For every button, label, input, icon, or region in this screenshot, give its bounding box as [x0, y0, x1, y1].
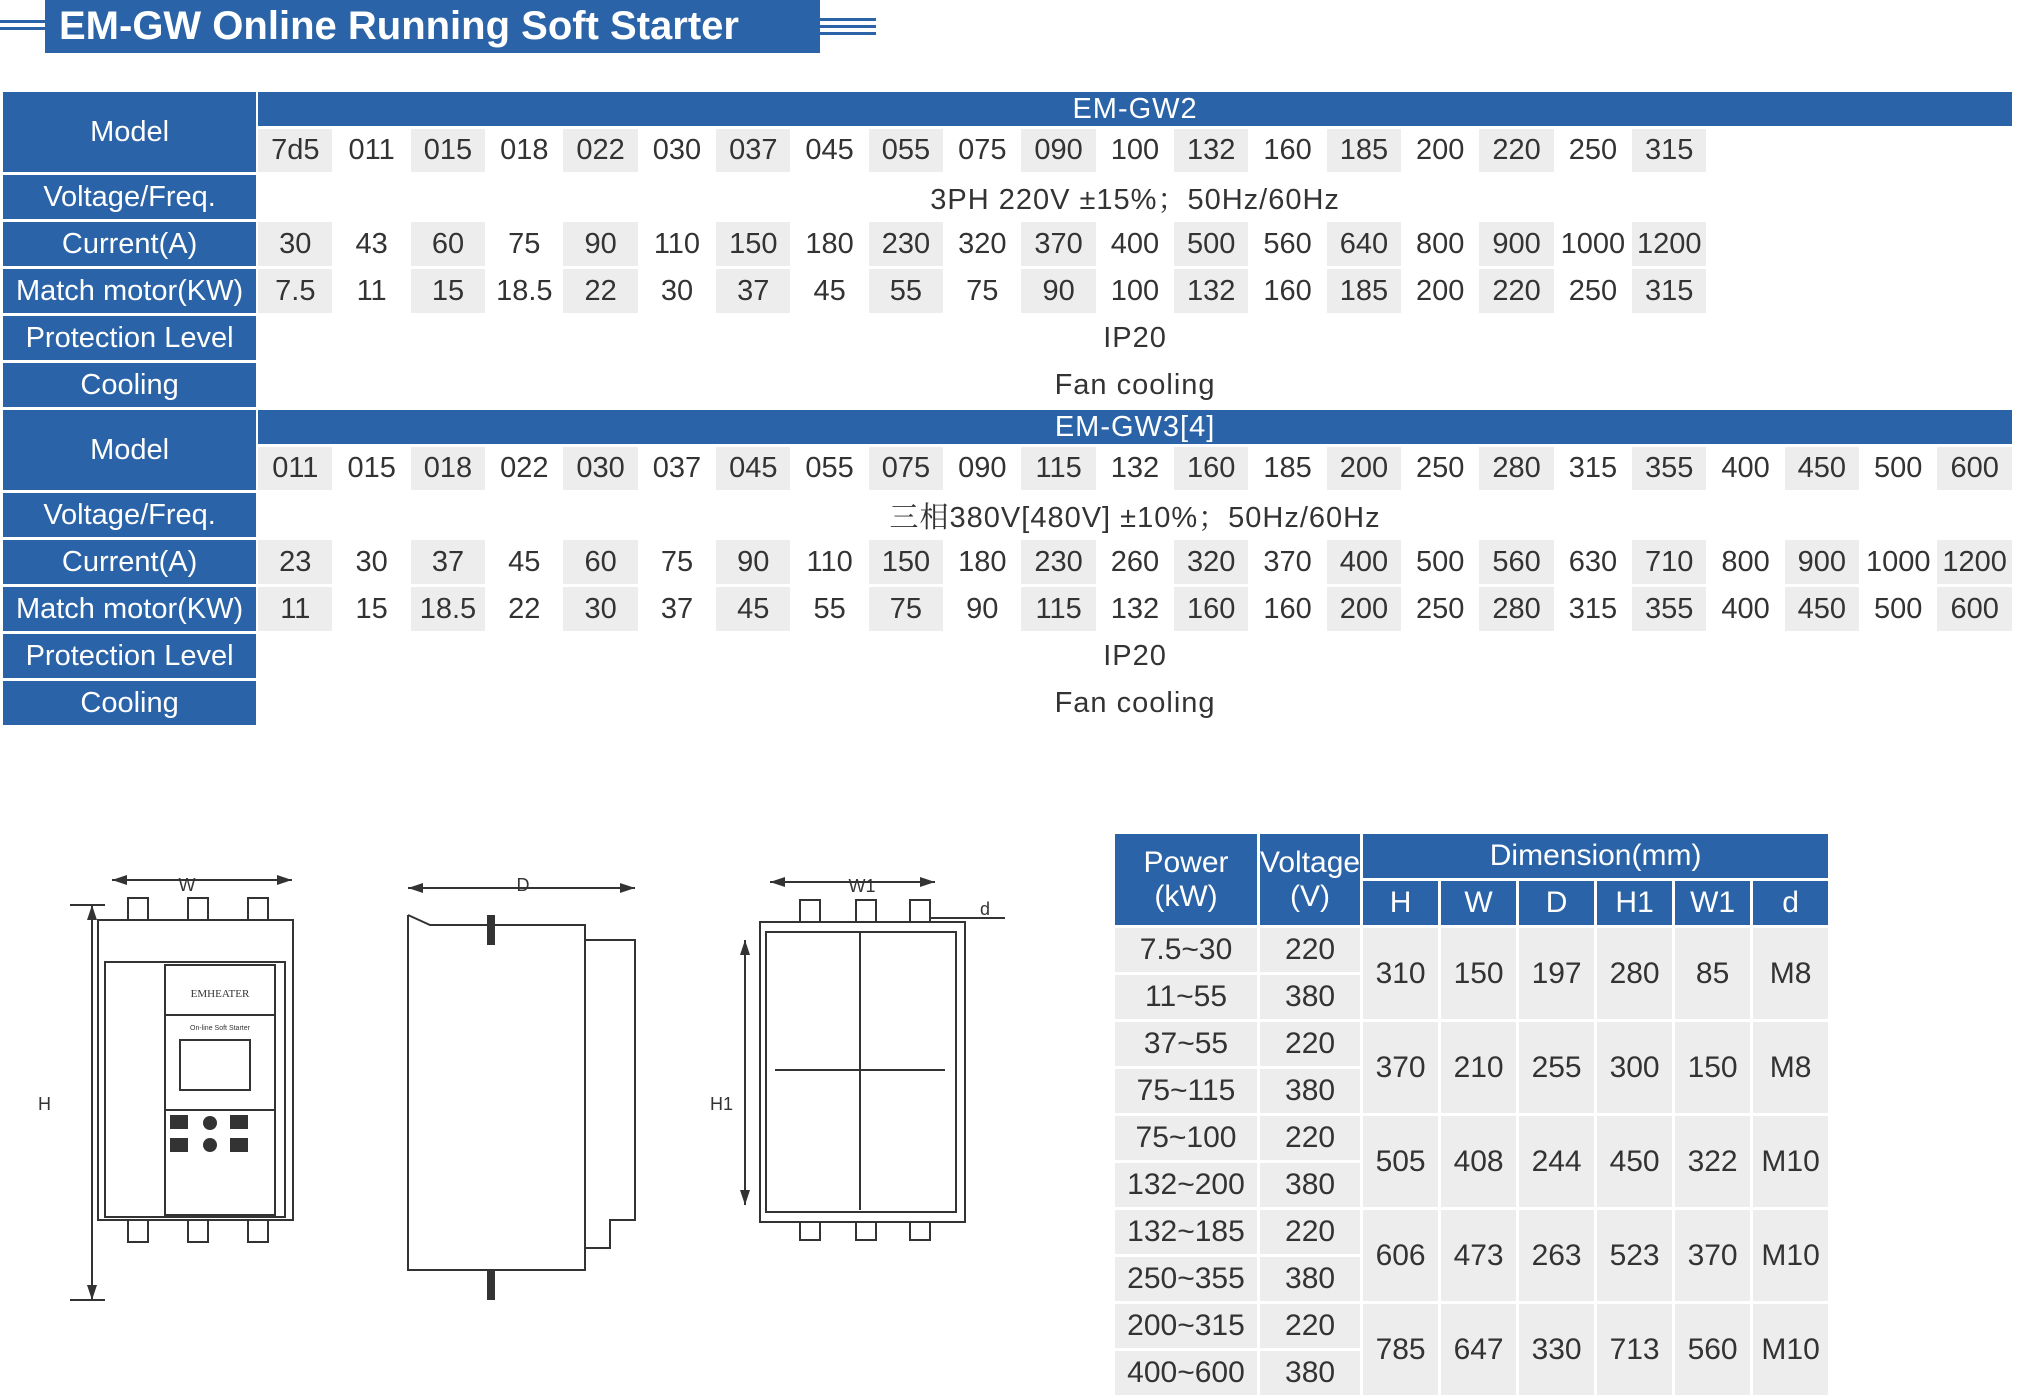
label-d: D	[516, 875, 530, 895]
table-row	[1115, 1304, 1831, 1351]
current-cell: 90	[716, 540, 792, 587]
model-code-cell: 037	[716, 129, 792, 175]
label-h1: H1	[710, 1094, 734, 1114]
motor-cell: 37	[716, 269, 792, 316]
page-title: EM-GW Online Running Soft Starter	[45, 0, 820, 53]
empty-cell	[1937, 269, 2014, 316]
empty-cell	[1785, 222, 1861, 269]
motor-cell: 100	[1098, 269, 1174, 316]
model-code-cell: 011	[334, 129, 410, 175]
empty-cell	[1708, 222, 1784, 269]
model-code-cell: 055	[792, 447, 868, 493]
current-cell: 900	[1479, 222, 1555, 269]
model-code-cell: 450	[1785, 447, 1861, 493]
motor-cell: 160	[1250, 587, 1326, 634]
motor-cell: 11	[334, 269, 410, 316]
row-label-current: Current(A)	[3, 540, 258, 587]
motor-cell: 75	[869, 587, 945, 634]
dimension-table	[1115, 834, 1831, 1398]
current-cell: 320	[1174, 540, 1250, 587]
motor-cell: 55	[869, 269, 945, 316]
dim-column-header: W1	[1675, 881, 1753, 928]
voltage-header	[1260, 834, 1363, 928]
current-cell: 1200	[1632, 222, 1708, 269]
model-code-cell: 075	[869, 447, 945, 493]
power-cell: 132~185	[1115, 1210, 1260, 1257]
current-cell: 180	[945, 540, 1021, 587]
model-code-cell: 200	[1327, 447, 1403, 493]
motor-cell: 55	[792, 587, 868, 634]
cooling-value: Fan cooling	[258, 681, 2014, 728]
arrow-icon	[740, 940, 750, 955]
dim-column-header: H	[1363, 881, 1441, 928]
model-code-cell: 280	[1479, 447, 1555, 493]
model-code-cell: 400	[1708, 447, 1784, 493]
dimension-cell: 300	[1597, 1022, 1675, 1116]
row-label-voltage: Voltage/Freq.	[3, 493, 258, 540]
motor-cell: 45	[792, 269, 868, 316]
model-code-cell: 075	[945, 129, 1021, 175]
arrow-icon	[920, 877, 935, 887]
motor-cell: 200	[1403, 269, 1479, 316]
power-cell: 250~355	[1115, 1257, 1260, 1304]
motor-cell: 115	[1021, 587, 1097, 634]
motor-cell: 7.5	[258, 269, 334, 316]
model-code-cell: 022	[487, 447, 563, 493]
motor-cell: 315	[1632, 269, 1708, 316]
model-code-cell: 355	[1632, 447, 1708, 493]
motor-cell: 90	[945, 587, 1021, 634]
empty-cell	[1861, 269, 1937, 316]
motor-cell: 250	[1403, 587, 1479, 634]
motor-cell: 400	[1708, 587, 1784, 634]
arrow-icon	[740, 1190, 750, 1205]
voltage-value: 三相380V[480V] ±10%；50Hz/60Hz	[258, 493, 2014, 540]
dimension-cell: 322	[1675, 1116, 1753, 1210]
motor-cell: 160	[1174, 587, 1250, 634]
row-label-protection: Protection Level	[3, 316, 258, 363]
title-banner	[0, 0, 880, 58]
model-code-cell: 315	[1556, 447, 1632, 493]
dimension-cell: 408	[1441, 1116, 1519, 1210]
model-code-cell: 015	[334, 447, 410, 493]
current-cell: 710	[1632, 540, 1708, 587]
current-cell: 110	[792, 540, 868, 587]
voltage-value: 3PH 220V ±15%；50Hz/60Hz	[258, 175, 2014, 222]
dimension-cell: 785	[1363, 1304, 1441, 1398]
model-code-cell: 018	[487, 129, 563, 175]
voltage-header-line: Voltage	[1260, 845, 1361, 879]
label-h: H	[38, 1094, 51, 1114]
model-code-cell: 100	[1098, 129, 1174, 175]
voltage-cell: 220	[1260, 1116, 1363, 1163]
row-label-model: Model	[3, 410, 258, 493]
side-view-drawing	[408, 883, 635, 1270]
series-header: EM-GW3[4]	[258, 410, 2014, 447]
motor-cell: 220	[1479, 269, 1555, 316]
dimension-cell: 473	[1441, 1210, 1519, 1304]
dimension-cell: 263	[1519, 1210, 1597, 1304]
current-cell: 400	[1327, 540, 1403, 587]
brand-logo: EMHEATER	[190, 988, 250, 1000]
dimension-cell: M8	[1753, 1022, 1831, 1116]
current-cell: 1200	[1937, 540, 2014, 587]
current-cell: 75	[640, 540, 716, 587]
motor-cell: 22	[487, 587, 563, 634]
power-cell: 7.5~30	[1115, 928, 1260, 975]
model-code-cell: 015	[411, 129, 487, 175]
voltage-cell: 220	[1260, 1304, 1363, 1351]
arrow-icon	[277, 875, 292, 885]
voltage-header-line: (V)	[1290, 879, 1331, 913]
dimension-cell: 310	[1363, 928, 1441, 1022]
dimension-cell: 255	[1519, 1022, 1597, 1116]
table-row	[1115, 1022, 1831, 1069]
model-code-cell: 090	[945, 447, 1021, 493]
row-label-cooling: Cooling	[3, 363, 258, 410]
table-row	[1115, 1210, 1831, 1257]
model-code-cell: 250	[1556, 129, 1632, 175]
current-cell: 640	[1327, 222, 1403, 269]
title-deco-line	[0, 27, 45, 30]
motor-cell: 132	[1098, 587, 1174, 634]
power-cell: 132~200	[1115, 1163, 1260, 1210]
table-row	[1115, 1116, 1831, 1163]
model-code-cell: 132	[1098, 447, 1174, 493]
voltage-cell: 220	[1260, 1022, 1363, 1069]
current-cell: 1000	[1861, 540, 1937, 587]
current-cell: 630	[1556, 540, 1632, 587]
power-header-line: Power	[1143, 845, 1229, 879]
row-label-voltage: Voltage/Freq.	[3, 175, 258, 222]
current-cell: 75	[487, 222, 563, 269]
current-cell: 43	[334, 222, 410, 269]
motor-cell: 18.5	[411, 587, 487, 634]
key-down-icon	[203, 1138, 217, 1152]
current-cell: 560	[1250, 222, 1326, 269]
dim-column-header: D	[1519, 881, 1597, 928]
motor-cell: 37	[640, 587, 716, 634]
arrow-icon	[620, 883, 635, 893]
current-cell: 150	[869, 540, 945, 587]
model-code-cell: 600	[1937, 447, 2014, 493]
dimension-cell: 713	[1597, 1304, 1675, 1398]
current-cell: 1000	[1556, 222, 1632, 269]
model-code-cell: 500	[1861, 447, 1937, 493]
dimension-cell: 244	[1519, 1116, 1597, 1210]
key-run-icon	[230, 1115, 248, 1129]
dim-column-header: d	[1753, 881, 1831, 928]
title-deco-line	[820, 25, 876, 28]
dimension-cell: M10	[1753, 1304, 1831, 1398]
motor-cell: 250	[1556, 269, 1632, 316]
motor-cell: 15	[334, 587, 410, 634]
power-cell: 200~315	[1115, 1304, 1260, 1351]
side-bracket-icon	[487, 1270, 495, 1300]
spec-table	[3, 92, 2014, 728]
panel-caption: On-line Soft Starter	[190, 1025, 250, 1032]
series-header: EM-GW2	[258, 92, 2014, 129]
side-bracket-icon	[487, 915, 495, 945]
motor-cell: 600	[1937, 587, 2014, 634]
motor-cell: 355	[1632, 587, 1708, 634]
model-code-cell: 160	[1250, 129, 1326, 175]
motor-cell: 132	[1174, 269, 1250, 316]
row-label-model: Model	[3, 92, 258, 175]
outline-drawings	[30, 870, 1010, 1310]
row-label-current: Current(A)	[3, 222, 258, 269]
voltage-cell: 220	[1260, 928, 1363, 975]
power-cell: 37~55	[1115, 1022, 1260, 1069]
current-cell: 37	[411, 540, 487, 587]
voltage-cell: 380	[1260, 1163, 1363, 1210]
current-cell: 230	[1021, 540, 1097, 587]
front-view-drawing	[70, 880, 293, 1300]
protection-value: IP20	[258, 634, 2014, 681]
motor-cell: 11	[258, 587, 334, 634]
arrow-icon	[87, 905, 97, 920]
key-set-icon	[170, 1138, 188, 1152]
dimension-cell: 647	[1441, 1304, 1519, 1398]
motor-cell: 75	[945, 269, 1021, 316]
arrow-icon	[112, 875, 127, 885]
model-code-cell: 045	[792, 129, 868, 175]
dim-column-header: H1	[1597, 881, 1675, 928]
current-cell: 560	[1479, 540, 1555, 587]
model-code-cell: 185	[1250, 447, 1326, 493]
dimension-cell: 150	[1441, 928, 1519, 1022]
dimension-cell: 505	[1363, 1116, 1441, 1210]
row-label-motor: Match motor(KW)	[3, 587, 258, 634]
dimension-cell: 280	[1597, 928, 1675, 1022]
model-code-cell: 037	[640, 447, 716, 493]
motor-cell: 160	[1250, 269, 1326, 316]
current-cell: 400	[1098, 222, 1174, 269]
model-code-cell: 185	[1327, 129, 1403, 175]
motor-cell: 15	[411, 269, 487, 316]
empty-cell	[1785, 129, 1861, 175]
title-deco-line	[820, 32, 876, 35]
current-cell: 800	[1403, 222, 1479, 269]
model-code-cell: 055	[869, 129, 945, 175]
dimension-header: Dimension(mm)	[1363, 834, 1831, 881]
model-code-cell: 030	[563, 447, 639, 493]
voltage-cell: 380	[1260, 975, 1363, 1022]
dimension-cell: 560	[1675, 1304, 1753, 1398]
current-cell: 320	[945, 222, 1021, 269]
key-time-icon	[170, 1115, 188, 1129]
dimension-cell: M8	[1753, 928, 1831, 1022]
model-code-cell: 160	[1174, 447, 1250, 493]
current-cell: 60	[563, 540, 639, 587]
current-cell: 230	[869, 222, 945, 269]
empty-cell	[1861, 222, 1937, 269]
power-header	[1115, 834, 1260, 928]
dimension-cell: 523	[1597, 1210, 1675, 1304]
empty-cell	[1937, 222, 2014, 269]
voltage-cell: 380	[1260, 1351, 1363, 1398]
current-cell: 23	[258, 540, 334, 587]
model-code-cell: 115	[1021, 447, 1097, 493]
model-code-cell: 315	[1632, 129, 1708, 175]
model-code-cell: 220	[1479, 129, 1555, 175]
power-header-line: (kW)	[1154, 879, 1218, 913]
motor-cell: 500	[1861, 587, 1937, 634]
current-cell: 900	[1785, 540, 1861, 587]
model-code-cell: 7d5	[258, 129, 334, 175]
row-label-motor: Match motor(KW)	[3, 269, 258, 316]
dimension-cell: 450	[1597, 1116, 1675, 1210]
current-cell: 30	[258, 222, 334, 269]
dimension-cell: 150	[1675, 1022, 1753, 1116]
motor-cell: 22	[563, 269, 639, 316]
current-cell: 110	[640, 222, 716, 269]
model-code-cell: 045	[716, 447, 792, 493]
dimension-cell: 85	[1675, 928, 1753, 1022]
voltage-cell: 380	[1260, 1069, 1363, 1116]
mounting-view-drawing	[740, 877, 1005, 1240]
arrow-icon	[87, 1285, 97, 1300]
model-code-cell: 030	[640, 129, 716, 175]
empty-cell	[1785, 269, 1861, 316]
title-deco-line	[820, 18, 876, 21]
current-cell: 180	[792, 222, 868, 269]
current-cell: 800	[1708, 540, 1784, 587]
key-up-icon	[203, 1116, 217, 1130]
label-w1: W1	[848, 876, 876, 896]
model-code-cell: 022	[563, 129, 639, 175]
dimension-cell: 370	[1675, 1210, 1753, 1304]
model-code-cell: 018	[411, 447, 487, 493]
arrow-icon	[408, 883, 423, 893]
model-code-cell: 250	[1403, 447, 1479, 493]
current-cell: 45	[487, 540, 563, 587]
power-cell: 400~600	[1115, 1351, 1260, 1398]
power-cell: 75~115	[1115, 1069, 1260, 1116]
cooling-value: Fan cooling	[258, 363, 2014, 410]
motor-cell: 185	[1327, 269, 1403, 316]
voltage-cell: 380	[1260, 1257, 1363, 1304]
title-deco-line	[0, 20, 45, 23]
current-cell: 370	[1021, 222, 1097, 269]
motor-cell: 30	[640, 269, 716, 316]
dimension-cell: 197	[1519, 928, 1597, 1022]
arrow-icon	[770, 877, 785, 887]
row-label-protection: Protection Level	[3, 634, 258, 681]
motor-cell: 450	[1785, 587, 1861, 634]
dimension-cell: 606	[1363, 1210, 1441, 1304]
motor-cell: 315	[1556, 587, 1632, 634]
motor-cell: 18.5	[487, 269, 563, 316]
empty-cell	[1937, 129, 2014, 175]
current-cell: 260	[1098, 540, 1174, 587]
current-cell: 500	[1174, 222, 1250, 269]
empty-cell	[1861, 129, 1937, 175]
dimension-cell: 370	[1363, 1022, 1441, 1116]
dimension-cell: 210	[1441, 1022, 1519, 1116]
dimension-cell: M10	[1753, 1116, 1831, 1210]
label-d-small: d	[980, 899, 991, 919]
motor-cell: 45	[716, 587, 792, 634]
model-code-cell: 132	[1174, 129, 1250, 175]
row-label-cooling: Cooling	[3, 681, 258, 728]
motor-cell: 90	[1021, 269, 1097, 316]
dimension-cell: M10	[1753, 1210, 1831, 1304]
motor-cell: 30	[563, 587, 639, 634]
current-cell: 90	[563, 222, 639, 269]
table-row	[1115, 928, 1831, 975]
model-code-cell: 090	[1021, 129, 1097, 175]
motor-cell: 280	[1479, 587, 1555, 634]
current-cell: 150	[716, 222, 792, 269]
protection-value: IP20	[258, 316, 2014, 363]
current-cell: 30	[334, 540, 410, 587]
current-cell: 500	[1403, 540, 1479, 587]
empty-cell	[1708, 269, 1784, 316]
motor-cell: 200	[1327, 587, 1403, 634]
current-cell: 370	[1250, 540, 1326, 587]
voltage-cell: 220	[1260, 1210, 1363, 1257]
power-cell: 75~100	[1115, 1116, 1260, 1163]
power-cell: 11~55	[1115, 975, 1260, 1022]
model-code-cell: 011	[258, 447, 334, 493]
label-w: W	[178, 875, 196, 895]
current-cell: 60	[411, 222, 487, 269]
key-stop-icon	[230, 1138, 248, 1152]
dimension-cell: 330	[1519, 1304, 1597, 1398]
dim-column-header: W	[1441, 881, 1519, 928]
empty-cell	[1708, 129, 1784, 175]
model-code-cell: 200	[1403, 129, 1479, 175]
